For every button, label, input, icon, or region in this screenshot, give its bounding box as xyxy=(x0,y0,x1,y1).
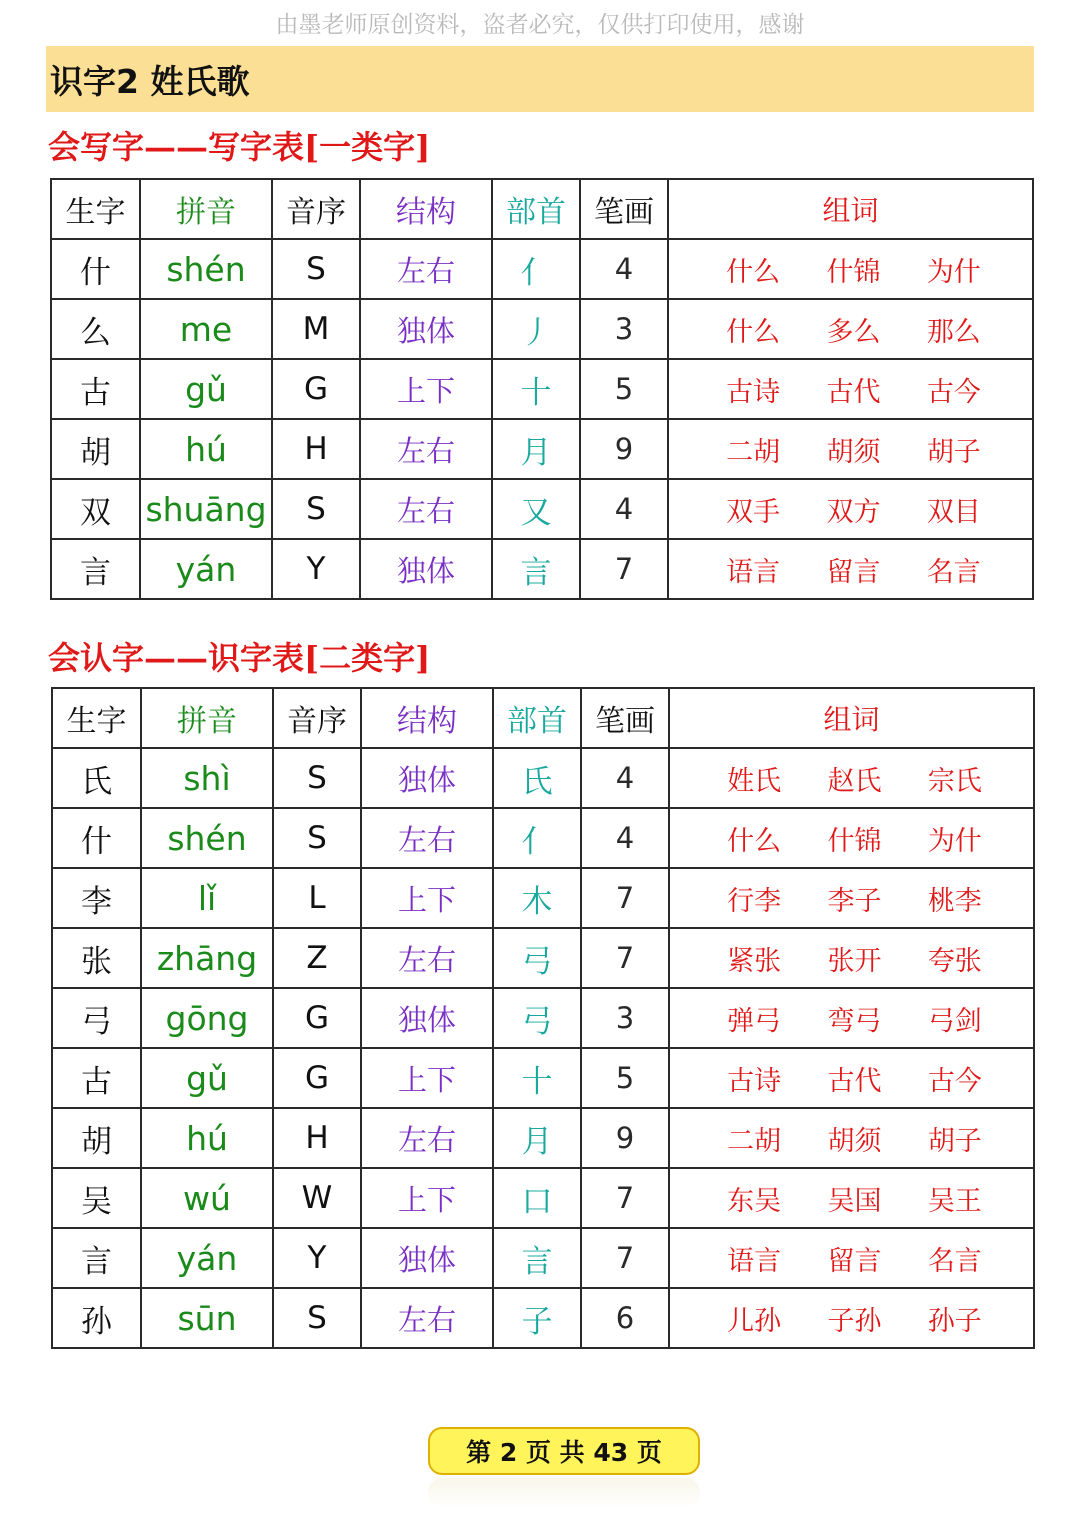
cell-char: 古 xyxy=(52,1048,141,1108)
word-item: 名言 xyxy=(927,1245,982,1277)
cell-radical: 又 xyxy=(492,479,580,539)
page-number-badge xyxy=(428,1427,700,1475)
word-item: 弓剑 xyxy=(927,1005,982,1037)
cell-strokes: 3 xyxy=(580,299,668,359)
cell-radical: 十 xyxy=(493,1048,581,1108)
word-item: 紧张 xyxy=(727,945,782,977)
word-item: 胡子 xyxy=(927,1125,982,1157)
cell-structure: 左右 xyxy=(361,1108,493,1168)
cell-char: 什 xyxy=(52,808,141,868)
word-item: 吴国 xyxy=(827,1185,882,1217)
page-number-label: 第 2 页 共 43 页 xyxy=(466,1438,662,1467)
word-item: 什么 xyxy=(726,316,781,348)
word-item: 胡须 xyxy=(826,436,881,468)
cell-radical: 亻 xyxy=(493,808,581,868)
table-row xyxy=(51,539,1033,599)
col-header-char: 生字 xyxy=(51,179,140,239)
cell-pinyin: gǔ xyxy=(141,1048,273,1108)
table-row xyxy=(52,1168,1034,1228)
cell-structure: 独体 xyxy=(360,539,492,599)
word-item: 张开 xyxy=(827,945,882,977)
word-item: 留言 xyxy=(826,556,881,588)
cell-order: H xyxy=(272,419,360,479)
cell-order: Y xyxy=(273,1228,361,1288)
word-item: 古代 xyxy=(827,1065,882,1097)
col-header-pinyin: 拼音 xyxy=(141,688,273,748)
cell-pinyin: lǐ xyxy=(141,868,273,928)
cell-pinyin: hú xyxy=(141,1108,273,1168)
cell-char: 言 xyxy=(52,1228,141,1288)
word-item: 胡须 xyxy=(827,1125,882,1157)
cell-char: 胡 xyxy=(52,1108,141,1168)
col-header-structure: 结构 xyxy=(361,688,493,748)
word-item: 什么 xyxy=(727,825,782,857)
word-item: 语言 xyxy=(727,1245,782,1277)
cell-structure: 独体 xyxy=(361,1228,493,1288)
cell-radical: 月 xyxy=(492,419,580,479)
cell-structure: 独体 xyxy=(360,299,492,359)
cell-strokes: 7 xyxy=(581,928,669,988)
word-item: 为什 xyxy=(926,256,981,288)
col-header-pinyin: 拼音 xyxy=(140,179,272,239)
word-item: 孙子 xyxy=(927,1305,982,1337)
cell-words xyxy=(668,419,1033,479)
cell-structure: 左右 xyxy=(361,808,493,868)
word-item: 赵氏 xyxy=(827,765,882,797)
table-row xyxy=(51,359,1033,419)
word-item: 那么 xyxy=(926,316,981,348)
cell-char: 胡 xyxy=(51,419,140,479)
cell-char: 弓 xyxy=(52,988,141,1048)
cell-strokes: 5 xyxy=(581,1048,669,1108)
cell-radical: 亻 xyxy=(492,239,580,299)
col-header-strokes: 笔画 xyxy=(580,179,668,239)
word-item: 子孙 xyxy=(827,1305,882,1337)
cell-char: 李 xyxy=(52,868,141,928)
cell-char: 氏 xyxy=(52,748,141,808)
cell-radical: 十 xyxy=(492,359,580,419)
cell-order: M xyxy=(272,299,360,359)
table-row xyxy=(52,1048,1034,1108)
word-item: 双目 xyxy=(926,496,981,528)
table-header-row xyxy=(51,179,1033,239)
cell-order: S xyxy=(272,479,360,539)
cell-words xyxy=(669,808,1034,868)
word-item: 语言 xyxy=(726,556,781,588)
word-item: 李子 xyxy=(827,885,882,917)
cell-order: G xyxy=(273,1048,361,1108)
col-header-order: 音序 xyxy=(272,179,360,239)
cell-pinyin: yán xyxy=(141,1228,273,1288)
col-header-strokes: 笔画 xyxy=(581,688,669,748)
section-title-write: 会写字——写字表[一类字] xyxy=(48,128,431,166)
cell-words xyxy=(669,928,1034,988)
word-item: 名言 xyxy=(926,556,981,588)
cell-order: L xyxy=(273,868,361,928)
table-row xyxy=(51,479,1033,539)
table-header-row xyxy=(52,688,1034,748)
cell-pinyin: sūn xyxy=(141,1288,273,1348)
cell-structure: 左右 xyxy=(360,239,492,299)
table-row xyxy=(52,748,1034,808)
cell-radical: 言 xyxy=(492,539,580,599)
cell-strokes: 4 xyxy=(581,808,669,868)
recognize-characters-table xyxy=(51,687,1035,1349)
cell-strokes: 4 xyxy=(580,479,668,539)
word-item: 双手 xyxy=(726,496,781,528)
cell-strokes: 7 xyxy=(581,868,669,928)
cell-radical: 木 xyxy=(493,868,581,928)
cell-words xyxy=(668,359,1033,419)
word-item: 古代 xyxy=(826,376,881,408)
cell-words xyxy=(669,1288,1034,1348)
word-item: 姓氏 xyxy=(727,765,782,797)
page-badge-reflection xyxy=(428,1478,700,1508)
word-item: 吴王 xyxy=(927,1185,982,1217)
cell-pinyin: gōng xyxy=(141,988,273,1048)
cell-char: 双 xyxy=(51,479,140,539)
col-header-radical: 部首 xyxy=(492,179,580,239)
cell-order: Z xyxy=(273,928,361,988)
cell-words xyxy=(669,1228,1034,1288)
cell-structure: 上下 xyxy=(361,1048,493,1108)
cell-words xyxy=(668,539,1033,599)
word-item: 古今 xyxy=(926,376,981,408)
cell-order: G xyxy=(273,988,361,1048)
cell-strokes: 5 xyxy=(580,359,668,419)
cell-strokes: 6 xyxy=(581,1288,669,1348)
write-characters-table xyxy=(50,178,1034,600)
cell-char: 古 xyxy=(51,359,140,419)
cell-structure: 独体 xyxy=(361,988,493,1048)
table-row xyxy=(52,1288,1034,1348)
col-header-order: 音序 xyxy=(273,688,361,748)
table-row xyxy=(51,299,1033,359)
cell-pinyin: shì xyxy=(141,748,273,808)
cell-radical: 丿 xyxy=(492,299,580,359)
word-item: 宗氏 xyxy=(927,765,982,797)
word-item: 桃李 xyxy=(927,885,982,917)
col-header-words: 组词 xyxy=(669,688,1034,748)
cell-radical: 月 xyxy=(493,1108,581,1168)
cell-strokes: 7 xyxy=(581,1168,669,1228)
word-item: 二胡 xyxy=(726,436,781,468)
word-item: 什么 xyxy=(726,256,781,288)
cell-strokes: 4 xyxy=(581,748,669,808)
cell-radical: 口 xyxy=(493,1168,581,1228)
cell-pinyin: me xyxy=(140,299,272,359)
word-item: 古今 xyxy=(927,1065,982,1097)
word-item: 夸张 xyxy=(927,945,982,977)
word-item: 什锦 xyxy=(826,256,881,288)
cell-words xyxy=(668,299,1033,359)
cell-pinyin: shén xyxy=(140,239,272,299)
cell-words xyxy=(669,1048,1034,1108)
cell-order: Y xyxy=(272,539,360,599)
cell-structure: 上下 xyxy=(361,1168,493,1228)
cell-pinyin: shuāng xyxy=(140,479,272,539)
col-header-char: 生字 xyxy=(52,688,141,748)
cell-order: S xyxy=(273,748,361,808)
word-item: 行李 xyxy=(727,885,782,917)
cell-strokes: 9 xyxy=(580,419,668,479)
table-row xyxy=(52,868,1034,928)
word-item: 东吴 xyxy=(727,1185,782,1217)
word-item: 胡子 xyxy=(926,436,981,468)
cell-structure: 上下 xyxy=(360,359,492,419)
cell-words xyxy=(669,868,1034,928)
cell-order: S xyxy=(273,1288,361,1348)
cell-order: G xyxy=(272,359,360,419)
word-item: 为什 xyxy=(927,825,982,857)
cell-strokes: 9 xyxy=(581,1108,669,1168)
word-item: 留言 xyxy=(827,1245,882,1277)
table-row xyxy=(52,808,1034,868)
cell-pinyin: shén xyxy=(141,808,273,868)
cell-pinyin: wú xyxy=(141,1168,273,1228)
word-item: 什锦 xyxy=(827,825,882,857)
table-row xyxy=(51,239,1033,299)
cell-char: 张 xyxy=(52,928,141,988)
cell-order: S xyxy=(272,239,360,299)
cell-char: 吴 xyxy=(52,1168,141,1228)
cell-words xyxy=(669,1168,1034,1228)
cell-char: 么 xyxy=(51,299,140,359)
col-header-words: 组词 xyxy=(668,179,1033,239)
cell-structure: 左右 xyxy=(360,419,492,479)
cell-pinyin: zhāng xyxy=(141,928,273,988)
cell-char: 言 xyxy=(51,539,140,599)
word-item: 古诗 xyxy=(727,1065,782,1097)
cell-pinyin: yán xyxy=(140,539,272,599)
cell-words xyxy=(669,1108,1034,1168)
cell-char: 孙 xyxy=(52,1288,141,1348)
table-row xyxy=(52,1228,1034,1288)
cell-structure: 上下 xyxy=(361,868,493,928)
table-row xyxy=(52,988,1034,1048)
word-item: 多么 xyxy=(826,316,881,348)
cell-pinyin: hú xyxy=(140,419,272,479)
cell-char: 什 xyxy=(51,239,140,299)
cell-radical: 子 xyxy=(493,1288,581,1348)
cell-words xyxy=(669,988,1034,1048)
cell-words xyxy=(669,748,1034,808)
cell-radical: 弓 xyxy=(493,928,581,988)
word-item: 双方 xyxy=(826,496,881,528)
cell-radical: 言 xyxy=(493,1228,581,1288)
col-header-radical: 部首 xyxy=(493,688,581,748)
word-item: 弹弓 xyxy=(727,1005,782,1037)
cell-structure: 左右 xyxy=(361,1288,493,1348)
table-row xyxy=(52,1108,1034,1168)
cell-strokes: 3 xyxy=(581,988,669,1048)
copyright-note: 由墨老师原创资料，盗者必究，仅供打印使用，感谢 xyxy=(275,12,805,38)
cell-order: S xyxy=(273,808,361,868)
cell-order: H xyxy=(273,1108,361,1168)
cell-words xyxy=(668,239,1033,299)
cell-strokes: 7 xyxy=(580,539,668,599)
word-item: 弯弓 xyxy=(827,1005,882,1037)
cell-structure: 独体 xyxy=(361,748,493,808)
lesson-title-bar xyxy=(46,46,1034,112)
cell-order: W xyxy=(273,1168,361,1228)
cell-radical: 弓 xyxy=(493,988,581,1048)
col-header-structure: 结构 xyxy=(360,179,492,239)
cell-words xyxy=(668,479,1033,539)
cell-structure: 左右 xyxy=(360,479,492,539)
cell-radical: 氏 xyxy=(493,748,581,808)
section-title-recognize: 会认字——识字表[二类字] xyxy=(48,639,431,677)
lesson-title: 识字2 姓氏歌 xyxy=(50,61,250,101)
word-item: 二胡 xyxy=(727,1125,782,1157)
cell-strokes: 7 xyxy=(581,1228,669,1288)
cell-pinyin: gǔ xyxy=(140,359,272,419)
table-row xyxy=(52,928,1034,988)
word-item: 儿孙 xyxy=(727,1305,782,1337)
cell-structure: 左右 xyxy=(361,928,493,988)
word-item: 古诗 xyxy=(726,376,781,408)
cell-strokes: 4 xyxy=(580,239,668,299)
table-row xyxy=(51,419,1033,479)
